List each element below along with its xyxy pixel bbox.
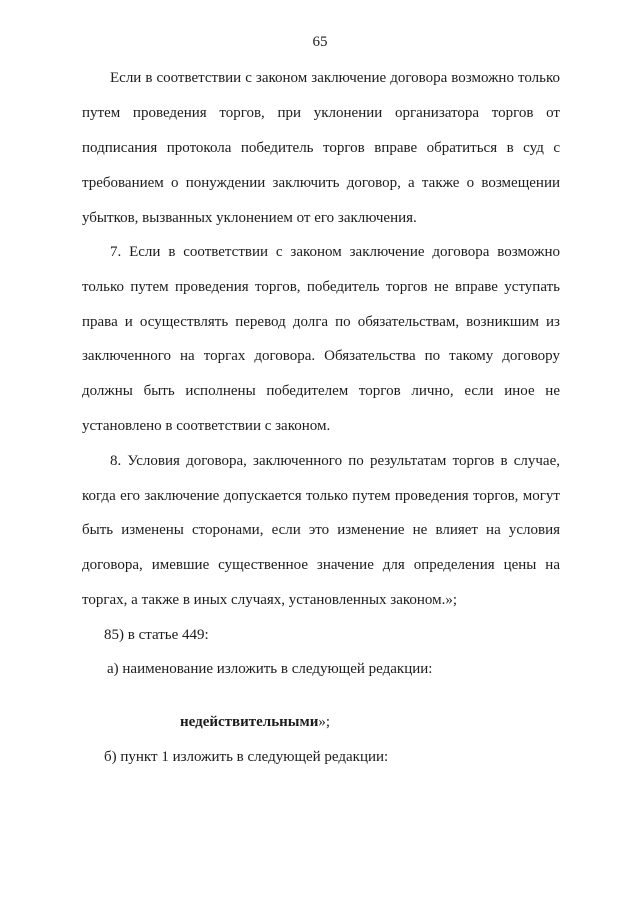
text-line: торгах, а также в иных случаях, установленных законом.»; [82, 592, 458, 608]
text-line: требованием о понуждении заключить договор, а также о возмещении [82, 175, 560, 191]
text-line: быть изменены сторонами, если это изменение не влияет на условия [82, 522, 560, 538]
item-85: 85) в статье 449: [104, 627, 209, 643]
text-line: Если в соответствии с законом заключение договора возможно только [110, 70, 560, 86]
text-line: путем проведения торгов, при уклонении организатора торгов от [82, 105, 560, 121]
text-line: права и осуществлять перевод долга по обязательствам, возникшим из [82, 314, 560, 330]
text-line: должны быть исполнены победителем торгов лично, если иное не [82, 383, 560, 399]
article-heading [104, 694, 560, 714]
page-number: 65 [312, 34, 328, 50]
text-line: заключенного на торгах договора. Обязательства по такому договору [82, 348, 560, 364]
article-heading-title-cont: недействительными [180, 714, 319, 730]
item-b: б) пункт 1 изложить в следующей редакции: [104, 749, 389, 765]
text-line: 7. Если в соответствии с законом заключение договора возможно [110, 244, 560, 260]
text-line: убытков, вызванных уклонением от его заключения. [82, 210, 417, 226]
text-line: подписания протокола победитель торгов вправе обратиться в суд с [82, 140, 560, 156]
text-line: только путем проведения торгов, победитель торгов не вправе уступать [82, 279, 560, 295]
text-line: когда его заключение допускается только путем проведения торгов, могут [82, 488, 560, 504]
article-heading-suffix: »; [318, 714, 331, 730]
item-a: а) наименование изложить в следующей редакции: [107, 661, 433, 677]
text-line: договора, имевшие существенное значение для определения цены на [82, 557, 560, 573]
text-line: установлено в соответствии с законом. [82, 418, 331, 434]
article-heading-continuation [180, 712, 560, 732]
text-line: 8. Условия договора, заключенного по результатам торгов в случае, [110, 453, 560, 469]
